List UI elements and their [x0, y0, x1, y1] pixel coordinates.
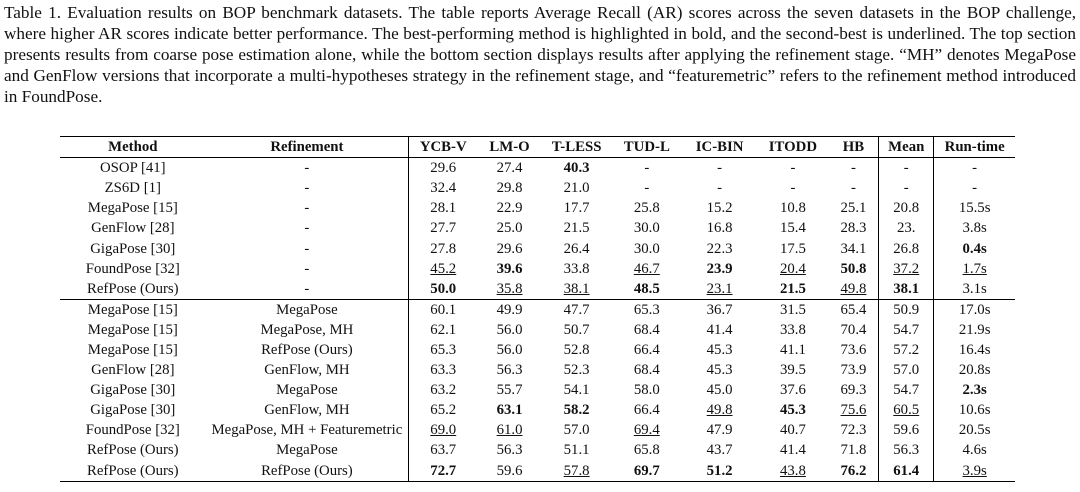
- score-cell: 65.3: [633, 301, 660, 318]
- table-row: [60, 238, 1015, 258]
- table-row: [60, 380, 1015, 400]
- refinement-cell: MegaPose: [206, 440, 409, 460]
- score-cell: 22.3: [706, 240, 733, 257]
- score-cell: 52.8: [563, 341, 590, 358]
- score-cell: 15.5s: [958, 200, 991, 217]
- score-cell: 49.8: [829, 279, 879, 300]
- score-cell: -: [717, 160, 723, 177]
- score-cell: 49.8: [706, 402, 733, 419]
- score-cell: 65.2: [430, 402, 457, 419]
- score-cell: 70.4: [829, 320, 879, 340]
- table-row: [60, 360, 1015, 380]
- score-cell: 41.4: [779, 442, 806, 459]
- score-cell: 27.7: [430, 220, 457, 237]
- table-body: [60, 158, 1015, 482]
- score-cell: 22.9: [496, 200, 523, 217]
- method-cell: MegaPose [15]: [87, 321, 178, 338]
- score-cell: 50.0: [430, 280, 457, 297]
- table-row: [60, 440, 1015, 460]
- score-cell: 62.1: [430, 321, 457, 338]
- score-cell: 66.4: [633, 402, 660, 419]
- score-cell: 2.3s: [962, 382, 987, 399]
- score-cell: 69.7: [633, 462, 660, 479]
- score-cell: 20.8: [879, 198, 934, 218]
- refinement-cell: MegaPose, MH + Featuremetric: [206, 420, 409, 440]
- score-cell: -: [790, 180, 796, 197]
- score-cell: 65.8: [633, 442, 660, 459]
- method-cell: MegaPose [15]: [87, 341, 178, 358]
- score-cell: 73.6: [829, 340, 879, 360]
- table-caption: [4, 2, 1076, 107]
- column-header-t-less: T-LESS: [551, 139, 602, 156]
- score-cell: -: [717, 180, 723, 197]
- score-cell: 48.5: [633, 280, 660, 297]
- score-cell: 47.9: [706, 422, 733, 439]
- score-cell: 76.2: [829, 461, 879, 482]
- score-cell: 68.4: [633, 321, 660, 338]
- refinement-cell: GenFlow, MH: [206, 360, 409, 380]
- score-cell: 37.6: [779, 382, 806, 399]
- score-cell: 25.0: [496, 220, 523, 237]
- score-cell: 57.0: [563, 422, 590, 439]
- score-cell: 63.3: [430, 362, 457, 379]
- score-cell: 35.8: [496, 280, 523, 297]
- method-cell: MegaPose [15]: [87, 301, 178, 318]
- score-cell: 21.0: [563, 180, 590, 197]
- score-cell: 59.6: [879, 420, 934, 440]
- score-cell: 54.7: [879, 320, 934, 340]
- score-cell: -: [972, 180, 978, 197]
- score-cell: -: [879, 178, 934, 198]
- score-cell: 33.8: [563, 260, 590, 277]
- score-cell: -: [829, 158, 879, 179]
- score-cell: 45.3: [779, 402, 806, 419]
- column-header-ic-bin: IC-BIN: [695, 139, 744, 156]
- score-cell: 39.6: [496, 260, 523, 277]
- score-cell: 63.1: [496, 402, 523, 419]
- score-cell: 57.8: [563, 462, 590, 479]
- score-cell: 56.0: [496, 321, 523, 338]
- score-cell: 28.1: [430, 200, 457, 217]
- column-header-lm-o: LM-O: [489, 139, 530, 156]
- score-cell: 75.6: [829, 400, 879, 420]
- score-cell: 73.9: [829, 360, 879, 380]
- score-cell: 68.4: [633, 362, 660, 379]
- score-cell: 34.1: [829, 238, 879, 258]
- score-cell: 59.6: [496, 462, 523, 479]
- score-cell: 45.2: [430, 260, 457, 277]
- score-cell: 4.6s: [962, 442, 987, 459]
- score-cell: 45.3: [706, 341, 733, 358]
- score-cell: 56.3: [879, 440, 934, 460]
- score-cell: 16.8: [706, 220, 733, 237]
- table-row: [60, 218, 1015, 238]
- score-cell: 27.8: [430, 240, 457, 257]
- score-cell: 57.2: [879, 340, 934, 360]
- results-table-container: [60, 136, 1015, 482]
- score-cell: 38.1: [879, 279, 934, 300]
- method-cell: FoundPose [32]: [85, 422, 180, 439]
- score-cell: 29.8: [496, 180, 523, 197]
- score-cell: 49.9: [496, 301, 523, 318]
- refinement-cell: -: [206, 198, 409, 218]
- table-row: [60, 461, 1015, 482]
- table-row: [60, 259, 1015, 279]
- score-cell: 41.1: [779, 341, 806, 358]
- score-cell: 51.1: [563, 442, 590, 459]
- score-cell: 23.: [879, 218, 934, 238]
- score-cell: 72.3: [829, 420, 879, 440]
- refinement-cell: -: [206, 259, 409, 279]
- score-cell: 23.9: [706, 260, 733, 277]
- method-cell: MegaPose [15]: [87, 200, 178, 217]
- score-cell: 26.4: [563, 240, 590, 257]
- refinement-cell: -: [206, 178, 409, 198]
- score-cell: 43.8: [779, 462, 806, 479]
- method-cell: GenFlow [28]: [91, 220, 175, 237]
- refinement-cell: -: [206, 218, 409, 238]
- refinement-cell: -: [206, 158, 409, 179]
- score-cell: 0.4s: [962, 240, 987, 257]
- score-cell: 56.3: [496, 362, 523, 379]
- score-cell: 50.9: [879, 299, 934, 320]
- score-cell: 72.7: [430, 462, 457, 479]
- table-row: [60, 320, 1015, 340]
- score-cell: 37.2: [879, 259, 934, 279]
- table-row: [60, 198, 1015, 218]
- score-cell: -: [829, 178, 879, 198]
- score-cell: 10.6s: [958, 402, 991, 419]
- score-cell: 16.4s: [958, 341, 991, 358]
- refinement-cell: MegaPose, MH: [206, 320, 409, 340]
- score-cell: 69.0: [430, 422, 457, 439]
- column-header-method: Method: [108, 139, 158, 156]
- method-cell: RefPose (Ours): [86, 280, 179, 297]
- score-cell: 46.7: [633, 260, 660, 277]
- score-cell: 32.4: [430, 180, 457, 197]
- score-cell: 61.4: [879, 461, 934, 482]
- score-cell: 52.3: [563, 362, 590, 379]
- score-cell: 20.8s: [958, 362, 991, 379]
- score-cell: 45.3: [706, 362, 733, 379]
- table-row: [60, 279, 1015, 300]
- table-row: [60, 178, 1015, 198]
- column-header-itodd: ITODD: [768, 139, 818, 156]
- method-cell: RefPose (Ours): [86, 462, 179, 479]
- table-header: [60, 137, 1015, 158]
- method-cell: RefPose (Ours): [86, 442, 179, 459]
- table-row: [60, 299, 1015, 320]
- method-cell: GigaPose [30]: [90, 382, 176, 399]
- refinement-cell: RefPose (Ours): [206, 340, 409, 360]
- header-row: [60, 137, 1015, 158]
- score-cell: 40.7: [779, 422, 806, 439]
- results-table: [60, 136, 1015, 482]
- score-cell: 43.7: [706, 442, 733, 459]
- score-cell: -: [644, 160, 650, 177]
- score-cell: 17.7: [563, 200, 590, 217]
- score-cell: 25.1: [829, 198, 879, 218]
- score-cell: 45.0: [706, 382, 733, 399]
- score-cell: 28.3: [829, 218, 879, 238]
- score-cell: 47.7: [563, 301, 590, 318]
- score-cell: 30.0: [633, 220, 660, 237]
- score-cell: -: [790, 160, 796, 177]
- score-cell: 41.4: [706, 321, 733, 338]
- score-cell: 31.5: [779, 301, 806, 318]
- score-cell: 20.5s: [958, 422, 991, 439]
- column-header-mean: Mean: [879, 137, 934, 158]
- score-cell: 54.7: [879, 380, 934, 400]
- score-cell: 54.1: [563, 382, 590, 399]
- score-cell: 60.5: [879, 400, 934, 420]
- score-cell: 50.7: [563, 321, 590, 338]
- column-header-hb: HB: [829, 137, 879, 158]
- score-cell: 27.4: [496, 160, 523, 177]
- method-cell: FoundPose [32]: [85, 260, 180, 277]
- score-cell: -: [972, 160, 978, 177]
- table-row: [60, 340, 1015, 360]
- score-cell: 25.8: [633, 200, 660, 217]
- score-cell: 17.0s: [958, 301, 991, 318]
- score-cell: 23.1: [706, 280, 733, 297]
- method-cell: OSOP [41]: [99, 160, 166, 177]
- score-cell: 61.0: [496, 422, 523, 439]
- column-header-ycb-v: YCB-V: [419, 139, 467, 156]
- score-cell: 65.3: [430, 341, 457, 358]
- score-cell: 30.0: [633, 240, 660, 257]
- score-cell: 66.4: [633, 341, 660, 358]
- score-cell: 63.7: [430, 442, 457, 459]
- score-cell: 3.8s: [962, 220, 987, 237]
- score-cell: 55.7: [496, 382, 523, 399]
- score-cell: 51.2: [706, 462, 733, 479]
- refinement-cell: MegaPose: [206, 380, 409, 400]
- score-cell: 36.7: [706, 301, 733, 318]
- score-cell: 56.0: [496, 341, 523, 358]
- score-cell: 20.4: [779, 260, 806, 277]
- score-cell: 38.1: [563, 280, 590, 297]
- score-cell: 21.9s: [958, 321, 991, 338]
- refinement-cell: -: [206, 279, 409, 300]
- score-cell: 60.1: [430, 301, 457, 318]
- table-row: [60, 400, 1015, 420]
- refinement-cell: RefPose (Ours): [206, 461, 409, 482]
- method-cell: GenFlow [28]: [91, 362, 175, 379]
- score-cell: 56.3: [496, 442, 523, 459]
- table-row: [60, 158, 1015, 179]
- column-header-run-time: Run-time: [944, 139, 1005, 156]
- score-cell: 69.4: [633, 422, 660, 439]
- score-cell: 10.8: [779, 200, 806, 217]
- score-cell: 21.5: [563, 220, 590, 237]
- score-cell: 33.8: [779, 321, 806, 338]
- score-cell: 15.2: [706, 200, 733, 217]
- column-header-refinement: Refinement: [206, 137, 409, 158]
- score-cell: 58.2: [563, 402, 590, 419]
- score-cell: 50.8: [829, 259, 879, 279]
- score-cell: 71.8: [829, 440, 879, 460]
- refinement-cell: MegaPose: [206, 299, 409, 320]
- score-cell: 17.5: [779, 240, 806, 257]
- score-cell: 58.0: [633, 382, 660, 399]
- score-cell: 3.1s: [962, 280, 987, 297]
- score-cell: 1.7s: [962, 260, 987, 277]
- method-cell: GigaPose [30]: [90, 240, 176, 257]
- score-cell: -: [644, 180, 650, 197]
- refinement-cell: -: [206, 238, 409, 258]
- score-cell: 26.8: [879, 238, 934, 258]
- caption-text: Table 1. Evaluation results on BOP benchmark datasets. The table reports Average Recall (AR) scores across the seven datasets in the BOP challenge, where higher AR scores indicate better performance. The best-performing method is highlighted in bold, and the second-best is underlined. The top section presents results from coarse pose estimation alone, while the bottom section displays results after applying the refinement stage. “MH” denotes MegaPose and GenFlow versions that incorporate a multi-hypotheses strategy in the refinement stage, and “featuremetric” refers to the refinement method introduced in FoundPose.: [4, 3, 1076, 106]
- column-header-tud-l: TUD-L: [623, 139, 670, 156]
- method-cell: ZS6D [1]: [104, 180, 161, 197]
- score-cell: 69.3: [829, 380, 879, 400]
- score-cell: 29.6: [496, 240, 523, 257]
- score-cell: 63.2: [430, 382, 457, 399]
- table-row: [60, 420, 1015, 440]
- score-cell: -: [879, 158, 934, 179]
- score-cell: 21.5: [779, 280, 806, 297]
- score-cell: 57.0: [879, 360, 934, 380]
- score-cell: 39.5: [779, 362, 806, 379]
- refinement-cell: GenFlow, MH: [206, 400, 409, 420]
- score-cell: 40.3: [563, 160, 590, 177]
- score-cell: 15.4: [779, 220, 806, 237]
- score-cell: 65.4: [829, 299, 879, 320]
- score-cell: 29.6: [430, 160, 457, 177]
- score-cell: 3.9s: [962, 462, 987, 479]
- method-cell: GigaPose [30]: [90, 402, 176, 419]
